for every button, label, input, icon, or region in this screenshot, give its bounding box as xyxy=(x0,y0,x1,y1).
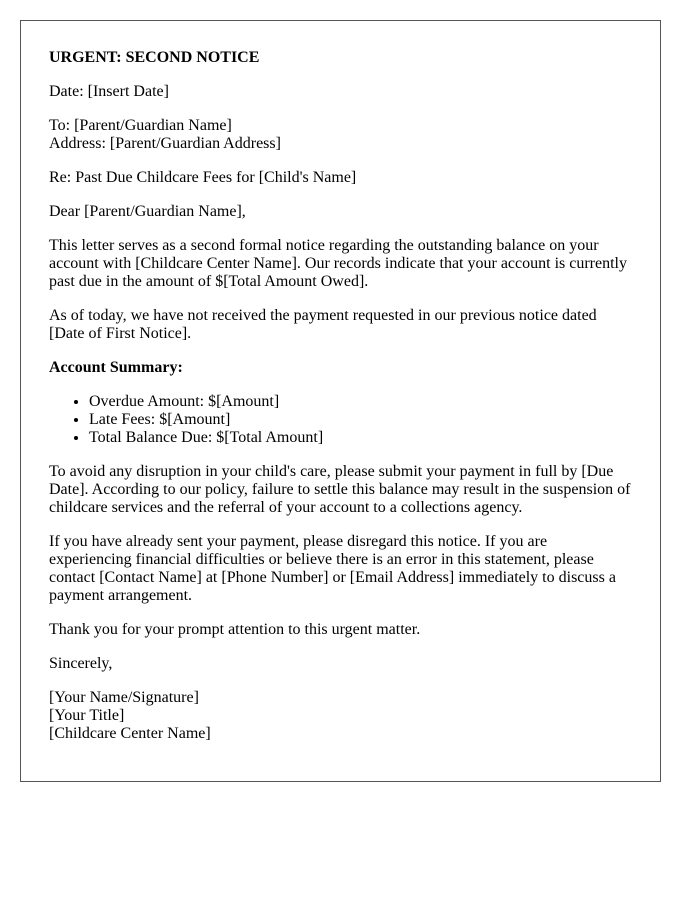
signature-name: [Your Name/Signature] xyxy=(49,689,199,706)
thanks-paragraph: Thank you for your prompt attention to this urgent matter. xyxy=(49,621,421,638)
intro-paragraph: This letter serves as a second formal notice regarding the outstanding balance on your account with [Childcare Center Name]. Our records indicate that your account is currently past due in the amount of $[Total Amount Owed]. xyxy=(49,237,627,290)
previous-notice-paragraph: As of today, we have not received the payment requested in our previous notice dated [Date of First Notice]. xyxy=(49,307,597,342)
letter-title: URGENT: SECOND NOTICE xyxy=(49,49,260,66)
list-item: • Late Fees: $[Amount] xyxy=(89,411,632,429)
to-line: To: [Parent/Guardian Name] xyxy=(49,117,232,134)
account-summary-list xyxy=(49,393,632,447)
avoid-disruption-paragraph: To avoid any disruption in your child's care, please submit your payment in full by [Due Date]. According to our policy, failure to settle this balance may result in the suspension of childcare services and the referral of your account to a collections agency. xyxy=(49,463,631,516)
already-sent-paragraph: If you have already sent your payment, please disregard this notice. If you are experiencing financial difficulties or believe there is an error in this statement, please contact [Contact Name] at [Phone Number] or [Email Address] immediately to discuss a payment arrangement. xyxy=(49,533,616,604)
date-line: Date: [Insert Date] xyxy=(49,83,169,100)
closing: Sincerely, xyxy=(49,655,113,672)
recipient-block xyxy=(49,117,632,153)
account-summary-heading: Account Summary: xyxy=(49,359,183,376)
address-line: Address: [Parent/Guardian Address] xyxy=(49,135,281,152)
letter xyxy=(20,20,661,782)
signature-block xyxy=(49,689,632,743)
signature-center: [Childcare Center Name] xyxy=(49,725,211,742)
list-item: • Overdue Amount: $[Amount] xyxy=(89,393,632,411)
re-line: Re: Past Due Childcare Fees for [Child's Name] xyxy=(49,169,357,186)
salutation: Dear [Parent/Guardian Name], xyxy=(49,203,246,220)
list-item: • Total Balance Due: $[Total Amount] xyxy=(89,429,632,447)
signature-title: [Your Title] xyxy=(49,707,125,724)
